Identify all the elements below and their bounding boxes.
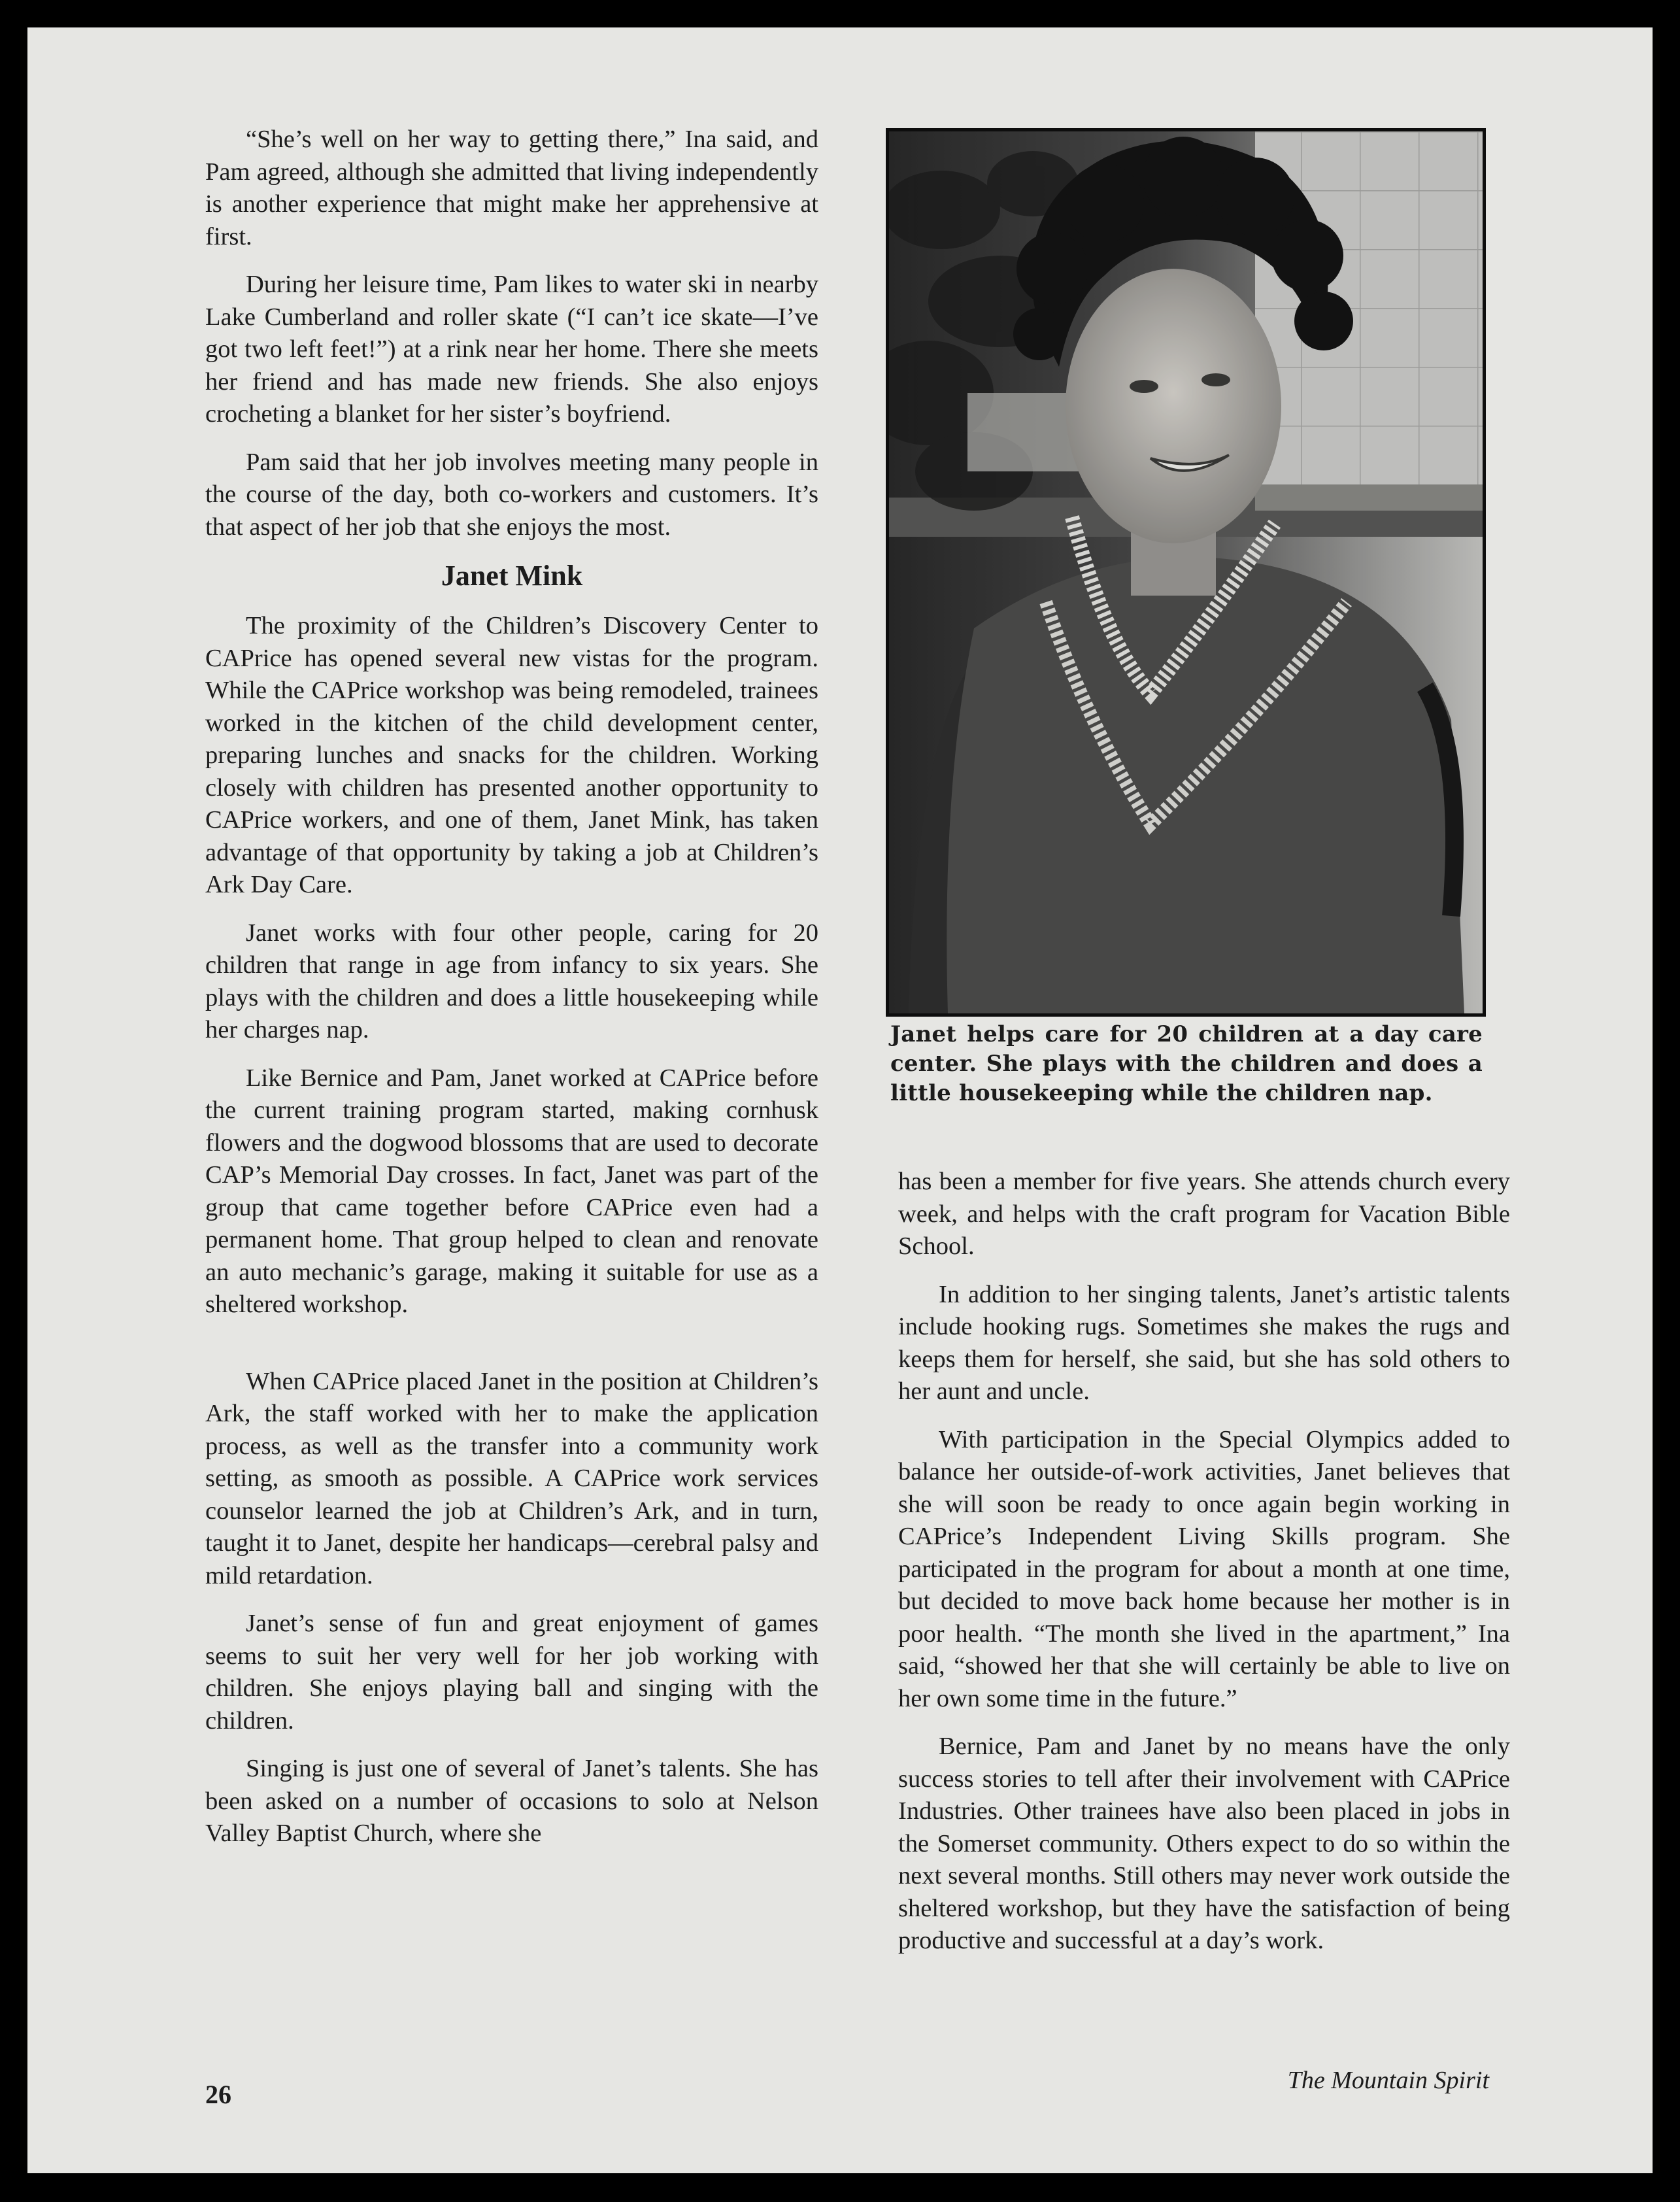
paragraph: In addition to her singing talents, Janet’s artistic talents include hooking rugs. Sometimes she makes the rugs and keeps them for herself, she said, but she has sold others to her aunt and uncle. (898, 1280, 1510, 1405)
paragraph: Pam said that her job involves meeting many people in the course of the day, both co-workers and customers. It’s that aspect of her job that she enjoys the most. (205, 448, 818, 541)
section-heading: Janet Mink (441, 560, 583, 592)
paragraph: Janet’s sense of fun and great enjoyment of games seems to suit her very well for her job working with children. She enjoys playing ball and singing with the children. (205, 1610, 818, 1735)
paragraph: Janet works with four other people, caring for 20 children that range in age from infancy to six years. She plays with the children and does a little housekeeping while her charges nap. (205, 919, 818, 1043)
portrait-illustration (889, 131, 1483, 1013)
paragraph: Like Bernice and Pam, Janet worked at CAPrice before the current training program started, making cornhusk flowers and the dogwood blossoms that are used to decorate CAP’s Memorial Day crosses. In fact, Janet was part of the group that came together before CAPrice even had a permanent home. That group helped to clean and renovate an auto mechanic’s garage, making it suitable for use as a sheltered workshop. (205, 1064, 818, 1318)
paragraph: has been a member for five years. She attends church every week, and helps with the craft program for Vacation Bible School. (898, 1168, 1510, 1260)
paragraph: When CAPrice placed Janet in the position at Children’s Ark, the staff worked with her to make the application process, as well as the transfer into a community work setting, as smooth as possible. A CAPrice work services counselor learned the job at Children’s Ark, and in turn, taught it to Janet, despite her handicaps—cerebral palsy and mild retardation. (205, 1367, 818, 1589)
left-column (205, 124, 818, 1866)
paragraph: “She’s well on her way to getting there,” Ina said, and Pam agreed, although she admitted that living independently is another experience that might make her apprehensive at first. (205, 126, 818, 250)
page-number: 26 (205, 2080, 231, 2109)
portrait-photo (886, 128, 1486, 1017)
paragraph: During her leisure time, Pam likes to water ski in nearby Lake Cumberland and roller skate (“I can’t ice skate—I’ve got two left feet!”) at a rink near her home. There she meets her friend and has made new friends. She also enjoys crocheting a blanket for her sister’s boyfriend. (205, 271, 818, 428)
paragraph: Singing is just one of several of Janet’s talents. She has been asked on a number of occasions to solo at Nelson Valley Baptist Church, where she (205, 1755, 818, 1847)
photo-caption: Janet helps care for 20 children at a day care center. She plays with the children and does a little housekeeping while the children nap. (890, 1021, 1483, 1106)
right-column (898, 1166, 1510, 1973)
paragraph: With participation in the Special Olympics added to balance her outside-of-work activities, Janet believes that she will soon be ready to once again begin working in CAPrice’s Independent Living Skills program. She participated in the program for about a month at one time, but decided to move back home because her mother is in poor health. “The month she lived in the apartment,” Ina said, “showed her that she will certainly be able to live on her own some time in the future.” (898, 1425, 1510, 1712)
paragraph: Bernice, Pam and Janet by no means have the only success stories to tell after their involvement with CAPrice Industries. Other trainees have also been placed in jobs in the Somerset community. Others expect to do so within the next several months. Still others may never work outside the sheltered workshop, but they have the satisfaction of being productive and successful at a day’s work. (898, 1733, 1510, 1954)
column-gap (205, 1337, 818, 1366)
publication-title: The Mountain Spirit (1287, 2067, 1489, 2094)
magazine-page (27, 27, 1653, 2173)
paragraph: The proximity of the Children’s Discovery Center to CAPrice has opened several new vistas for the program. While the CAPrice workshop was being remodeled, trainees worked in the kitchen of the child development center, preparing lunches and snacks for the children. Working closely with children has presented another opportunity to CAPrice workers, and one of them, Janet Mink, has taken advantage of that opportunity by taking a job at Children’s Ark Day Care. (205, 612, 818, 898)
